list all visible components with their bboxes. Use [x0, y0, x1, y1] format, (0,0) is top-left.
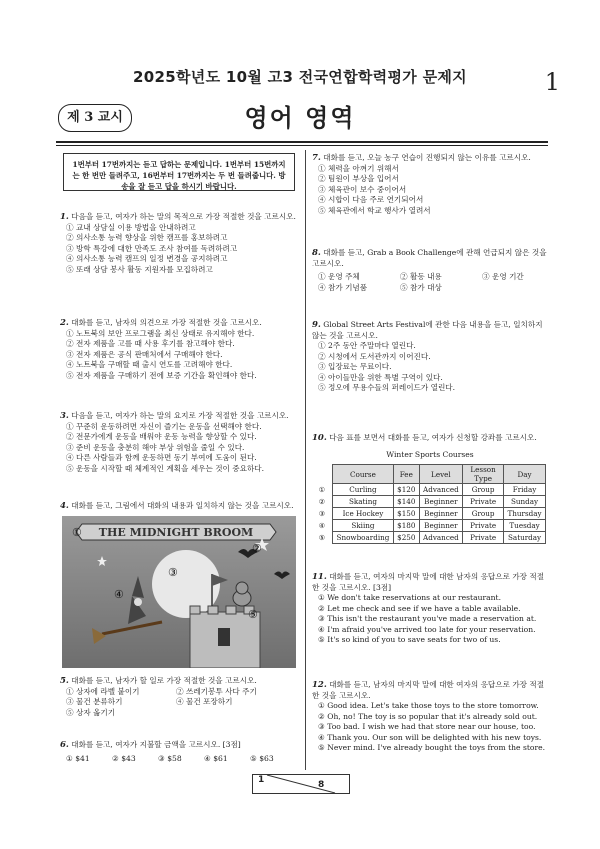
option: ① 노트북의 보안 프로그램을 최신 상태로 유지해야 한다.: [66, 328, 255, 338]
exam-title: 2025학년도 10월 고3 전국연합학력평가 문제지: [133, 68, 467, 86]
option: ③ 방학 특강에 대한 만족도 조사 참여를 독려하려고: [66, 243, 238, 253]
option: ④ Thank you. Our son will be delighted with his new toys.: [318, 732, 542, 742]
question-3-stem: 3. 다음을 듣고, 여자가 하는 말의 요지로 가장 적절한 것을 고르시오.: [60, 411, 289, 421]
option: ② $43: [112, 753, 136, 763]
table-cell: Advanced: [419, 532, 462, 544]
option: ③ Too bad. I wish we had that store near our house, too.: [318, 722, 536, 731]
option: ④ 노트북을 구매할 때 출시 연도를 고려해야 한다.: [66, 360, 233, 369]
table-cell: Group: [463, 508, 504, 520]
table-title: Winter Sports Courses: [386, 450, 474, 459]
option: ③ 체육관이 보수 중이어서: [318, 184, 407, 194]
total-pages: 8: [318, 780, 325, 790]
table-cell: ①: [318, 485, 326, 494]
table-row: [312, 508, 546, 520]
option: ② 팀원이 부상을 입어서: [318, 174, 399, 183]
table-cell: Skating: [333, 496, 394, 508]
question-3: [60, 411, 300, 474]
table-cell: ⑤: [318, 533, 326, 542]
table-row: [312, 484, 546, 496]
option: ② 전문가에게 운동을 배워야 운동 능력을 향상할 수 있다.: [66, 432, 257, 441]
option: ② 활동 내용: [400, 272, 442, 281]
table-cell: Advanced: [419, 484, 462, 496]
table-cell: ④: [318, 521, 326, 530]
option: ③ 전자 제품은 공식 판매처에서 구매해야 한다.: [66, 349, 223, 359]
subject-title: 영어 영역: [244, 104, 356, 132]
listening-notice: 1번부터 17번까지는 듣고 답하는 문제입니다. 1번부터 15번까지는 한 번만 들려주고, 16번부터 17번까지는 두 번 들려줍니다. 방송을 잘 듣고 답을 하시기 바랍니다.: [63, 153, 295, 191]
option: ① 체력을 아껴기 위해서: [318, 163, 399, 173]
banner-text: THE MIDNIGHT BROOM: [98, 526, 254, 539]
option: ② 의사소통 능력 향상을 위한 캠프를 홍보하려고: [66, 233, 228, 242]
option: ⑤ Never mind. I've already bought the toys from the store.: [318, 743, 546, 752]
question-9-stem: 9. Global Street Arts Festival에 관한 다음 내용을 듣고, 일치하지 않는 것을 고르시오.: [312, 320, 543, 340]
table-cell: Ice Hockey: [333, 508, 394, 520]
table-cell: Private: [463, 520, 504, 532]
table-header: Lesson Type: [463, 465, 504, 484]
halloween-scene-image: [62, 516, 296, 668]
page-indicator: [252, 774, 350, 794]
option: ⑤ 또래 상담 봉사 활동 지원자를 모집하려고: [66, 264, 213, 274]
question-7: [312, 153, 548, 216]
table-cell: Private: [463, 496, 504, 508]
page-indicator-slash: [253, 775, 349, 793]
option: ① Good idea. Let's take those toys to the store tomorrow.: [318, 701, 539, 710]
option: ③ $58: [158, 753, 182, 763]
marker-2: ②: [252, 542, 262, 555]
table-row: [312, 496, 546, 508]
option: ① $41: [66, 753, 90, 763]
option: ① 꾸준히 운동하려면 자신이 즐기는 운동을 선택해야 한다.: [66, 421, 262, 431]
witch-illustration: [62, 516, 296, 668]
question-11-stem: 11. 대화를 듣고, 여자의 마지막 말에 대한 남자의 응답으로 가장 적절한 것을 고르시오. [3점]: [312, 572, 545, 592]
question-2-stem: 2. 대화를 듣고, 남자의 의견으로 가장 적절한 것을 고르시오.: [60, 318, 262, 328]
table-cell: Sunday: [504, 496, 546, 508]
question-8: [312, 248, 548, 293]
option: ④ 아이들만을 위한 특별 구역이 있다.: [318, 372, 443, 382]
question-11: [312, 572, 548, 646]
page-number: 1: [544, 68, 560, 96]
option: ② Oh, no! The toy is so popular that it's already sold out.: [318, 711, 538, 721]
question-5: [60, 676, 300, 718]
table-header: Level: [419, 465, 462, 484]
table-cell: Saturday: [504, 532, 546, 544]
question-2: [60, 318, 300, 381]
header-rule-thick: [56, 141, 548, 143]
option: ② 전자 제품을 고를 때 사용 후기를 참고해야 한다.: [66, 339, 235, 348]
table-cell: Snowboarding: [333, 532, 394, 544]
table-cell: Thursday: [504, 508, 546, 520]
option: ④ $61: [204, 753, 228, 763]
table-cell: Friday: [504, 484, 546, 496]
question-1: [60, 212, 300, 275]
question-12-stem: 12. 대화를 듣고, 남자의 마지막 말에 대한 여자의 응답으로 가장 적절한 것을 고르시오.: [312, 680, 545, 700]
question-1-stem: 1. 다음을 듣고, 여자가 하는 말의 목적으로 가장 적절한 것을 고르시오.: [60, 212, 296, 222]
question-6: [60, 740, 300, 764]
option: ④ 물건 포장하기: [176, 697, 233, 706]
marker-3: ③: [168, 566, 178, 579]
option: ⑤ 참가 대상: [400, 282, 442, 292]
option: ① 상자에 라벨 붙이기: [66, 686, 140, 696]
table-cell: Curling: [333, 484, 394, 496]
table-cell: Beginner: [419, 520, 462, 532]
table-cell: $250: [393, 532, 419, 544]
option: ③ 운영 기간: [482, 272, 524, 281]
table-cell: $150: [393, 508, 419, 520]
option: ① We don't take reservations at our restaurant.: [318, 593, 501, 602]
question-10-stem: 10. 다음 표를 보면서 대화를 듣고, 여자가 신청할 강좌를 고르시오.: [312, 433, 537, 443]
question-4: [60, 501, 300, 512]
option: ⑤ 전자 제품을 구매하기 전에 보증 기간을 확인해야 한다.: [66, 370, 257, 380]
table-header: Course: [333, 465, 394, 484]
option: ⑤ It's so kind of you to save seats for two of us.: [318, 635, 501, 644]
table-cell: Group: [463, 484, 504, 496]
table-cell: ③: [318, 509, 326, 518]
courses-table: [312, 464, 546, 544]
option: ① 2주 동안 주말마다 열린다.: [318, 341, 416, 350]
option: ⑤ 상자 옮기기: [66, 707, 116, 717]
marker-5: ⑤: [248, 608, 258, 621]
marker-4: ④: [114, 588, 124, 601]
column-divider: [305, 150, 306, 770]
option: ① 운영 주체: [318, 272, 360, 281]
question-10: [312, 433, 548, 444]
question-7-stem: 7. 대화를 듣고, 오늘 농구 연습이 진행되지 않는 이유를 고르시오.: [312, 153, 531, 163]
table-row: [312, 532, 546, 544]
option: ③ 입장료는 무료이다.: [318, 362, 392, 371]
table-cell: ②: [318, 497, 326, 506]
option: ① 교내 상담실 이용 방법을 안내하려고: [66, 222, 196, 232]
option: ⑤ 정오에 무용수들의 퍼레이드가 열린다.: [318, 383, 456, 392]
table-header: Fee: [393, 465, 419, 484]
table-cell: $180: [393, 520, 419, 532]
option: ③ This isn't the restaurant you've made a reservation at.: [318, 614, 537, 623]
option: ⑤ 체육관에서 학교 행사가 열려서: [318, 205, 431, 215]
table-row: [312, 520, 546, 532]
header-rule-thin: [56, 145, 548, 146]
table-cell: Tuesday: [504, 520, 546, 532]
option: ④ I'm afraid you've arrived too late for your reservation.: [318, 624, 536, 634]
table-cell: Private: [463, 532, 504, 544]
table-cell: $120: [393, 484, 419, 496]
question-5-stem: 5. 대화를 듣고, 남자가 할 일로 가장 적절한 것을 고르시오.: [60, 676, 257, 686]
question-4-stem: 4. 대화를 듣고, 그림에서 대화의 내용과 일치하지 않는 것을 고르시오.: [60, 501, 294, 511]
table-cell: Beginner: [419, 508, 462, 520]
option: ③ 물건 분류하기: [66, 697, 123, 706]
table-cell: Beginner: [419, 496, 462, 508]
option: ⑤ 운동을 시작할 때 체계적인 계획을 세우는 것이 중요하다.: [66, 463, 265, 473]
option: ② 쓰레기봉투 사다 주기: [176, 686, 257, 696]
option: ② 시청에서 도서관까지 이어진다.: [318, 351, 431, 361]
option: ③ 준비 운동을 충분히 해야 부상 위험을 줄일 수 있다.: [66, 442, 245, 452]
question-9: [312, 320, 548, 394]
table-header-row: [312, 465, 546, 484]
question-12: [312, 680, 548, 754]
table-cell: Skiing: [333, 520, 394, 532]
option: ④ 다른 사람들과 함께 운동하면 동기 부여에 도움이 된다.: [66, 453, 257, 462]
table-header: Day: [504, 465, 546, 484]
option: ② Let me check and see if we have a table available.: [318, 603, 521, 613]
table-cell: $140: [393, 496, 419, 508]
session-badge: 제 3 교시: [58, 104, 132, 132]
option: ④ 의사소통 능력 캠프의 일정 변경을 공지하려고: [66, 254, 228, 263]
option: ⑤ $63: [250, 753, 274, 763]
option: ④ 참가 기념품: [318, 282, 368, 292]
question-8-stem: 8. 대화를 듣고, Grab a Book Challenge에 관해 언급되지 않은 것을 고르시오.: [312, 248, 547, 268]
current-page: 1: [258, 775, 265, 785]
marker-1: ①: [72, 526, 82, 539]
table-header-blank: [312, 465, 333, 484]
question-6-stem: 6. 대화를 듣고, 여자가 지불할 금액을 고르시오. [3점]: [60, 740, 241, 750]
option: ④ 시합이 다음 주로 연기되어서: [318, 195, 424, 204]
